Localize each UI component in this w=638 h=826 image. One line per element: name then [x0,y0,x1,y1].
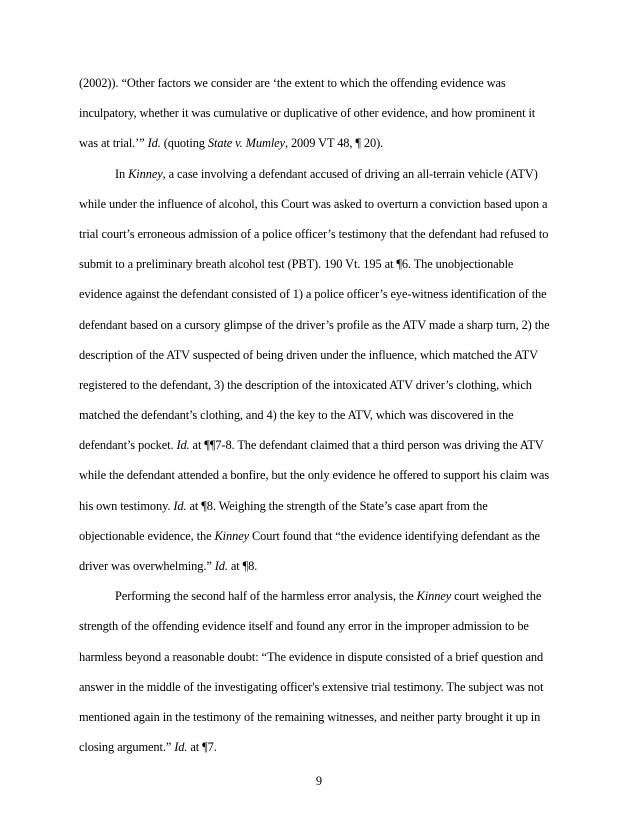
text-line [79,98,565,128]
text-run: trial court’s erroneous admission of a police officer’s testimony that the defendant had refused to [79,226,549,241]
text-run: , 2009 VT 48, ¶ 20). [284,136,384,151]
text-run: harmless beyond a reasonable doubt: “The evidence in dispute consisted of a brief question and [79,649,544,664]
text-line [79,340,565,370]
text-line [79,551,565,581]
text-line [79,370,565,400]
italic-text: Kinney [416,589,452,604]
text-line [79,581,565,611]
text-line [79,460,565,490]
text-run: matched the defendant’s clothing, and 4) the key to the ATV, which was discovered in the [79,408,514,423]
text-run: Performing the second half of the harmless error analysis, the [115,589,417,604]
text-line [79,732,565,762]
text-run: at ¶7. [187,740,217,755]
text-run: , a case involving a defendant accused of driving an all-terrain vehicle (ATV) [162,166,538,181]
text-line [79,219,565,249]
text-run: at ¶8. [227,559,258,573]
text-run: submit to a preliminary breath alcohol test (PBT). 190 Vt. 195 at ¶6. The unobjectionable [79,257,514,272]
text-line [79,491,565,521]
text-run: while the defendant attended a bonfire, but the only evidence he offered to support his claim was [79,468,550,483]
body-text [79,68,565,762]
text-run: at ¶8. Weighing the strength of the State’s case apart from the [186,498,488,513]
text-run: driver was overwhelming.” [79,559,215,573]
text-run: Court found that “the evidence identifying defendant as the [249,528,540,543]
italic-text: Id. [147,136,161,151]
text-line [79,611,565,641]
text-run: inculpatory, whether it was cumulative or duplicative of other evidence, and how prominent it [79,106,536,121]
text-run: at ¶¶7-8. The defendant claimed that a third person was driving the ATV [189,438,544,453]
text-run: defendant based on a cursory glimpse of the driver’s profile as the ATV made a sharp turn, 2) the [79,317,550,332]
text-run: objectionable evidence, the [79,528,215,543]
text-line [79,249,565,279]
page-number: 9 [315,774,323,788]
italic-text: State v. Mumley [207,136,285,151]
text-run: while under the influence of alcohol, this Court was asked to overturn a conviction based upon a [79,196,548,211]
text-line [79,672,565,702]
text-line [79,128,565,158]
text-run: In [115,166,129,181]
text-run: registered to the defendant, 3) the description of the intoxicated ATV driver’s clothing, which [79,377,532,392]
italic-text: Kinney [214,528,249,543]
text-run: closing argument.” [79,740,175,755]
text-run: (quoting [160,136,208,151]
text-line [79,310,565,340]
italic-text: Id. [174,740,188,755]
text-run: court weighed the [451,589,542,604]
text-line [79,521,565,551]
text-run: (2002)). “Other factors we consider are ‘the extent to which the offending evidence was [79,76,506,90]
text-run: mentioned again in the testimony of the remaining witnesses, and neither party brought it up in [79,709,541,724]
italic-text: Id. [173,498,187,513]
text-run: his own testimony. [79,498,174,513]
text-run: strength of the offending evidence itself and found any error in the improper admission to be [79,619,529,634]
italic-text: Id. [176,438,190,453]
text-run: evidence against the defendant consisted of 1) a police officer’s eye-witness identification of the [79,287,547,302]
text-line [79,400,565,430]
text-run: defendant’s pocket. [79,438,177,453]
text-line [79,702,565,732]
text-run: was at trial.’” [79,136,148,151]
text-line [79,279,565,309]
text-line [79,430,565,460]
italic-text: Kinney [128,166,163,181]
italic-text: Id. [214,559,228,573]
text-line [79,189,565,219]
text-line [79,68,565,98]
text-line [79,159,565,189]
text-run: answer in the middle of the investigating officer's extensive trial testimony. The subject was not [79,679,544,694]
text-run: description of the ATV suspected of being driven under the influence, which matched the ATV [79,347,538,362]
text-line [79,642,565,672]
